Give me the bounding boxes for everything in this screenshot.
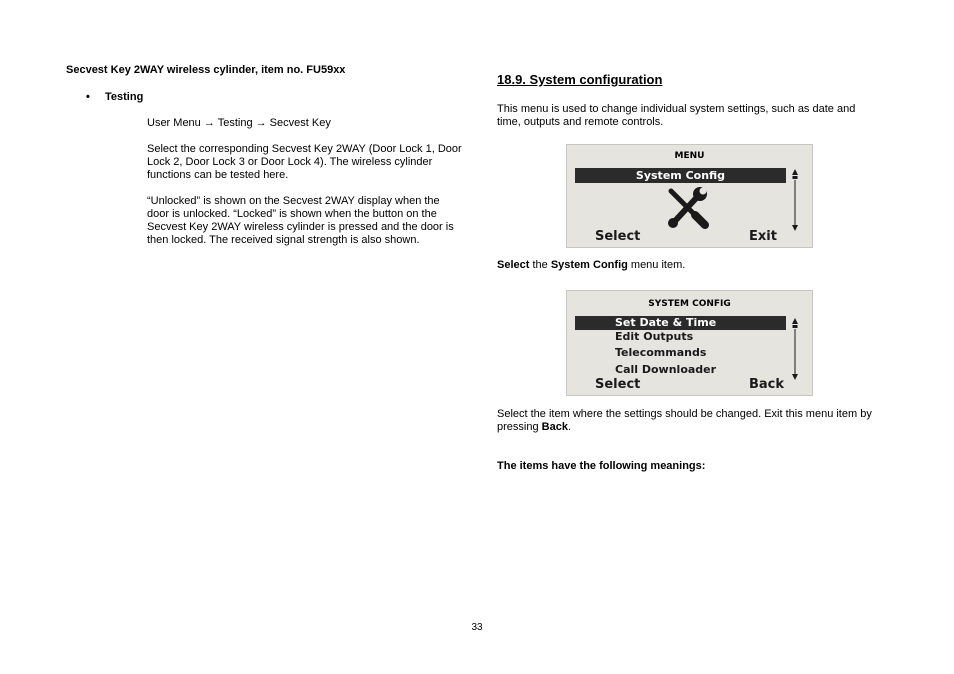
- lcd-screen-system-config: [566, 290, 813, 396]
- softkey-back: Back: [749, 377, 785, 392]
- caption-1-bold-b: System Config: [550, 259, 628, 271]
- caption-2-bold: Back: [541, 421, 568, 433]
- left-heading: Secvest Key 2WAY wireless cylinder, item no. FU59xx: [66, 64, 346, 76]
- scrollbar-icon: [791, 318, 799, 380]
- softkey-select: Select: [595, 377, 641, 392]
- lcd-menu-item: Edit Outputs: [615, 330, 694, 343]
- menu-path: User Menu → Testing → Secvest Key: [147, 117, 331, 129]
- caption-2-text-a: Select the item where the settings should be changed. Exit this menu item by pressing: [497, 408, 872, 433]
- caption-1-text-a: the: [529, 259, 551, 271]
- caption-2: [497, 408, 897, 434]
- lcd-title: MENU: [674, 151, 705, 161]
- bullet-testing: [86, 91, 143, 103]
- lcd-screen-menu: [566, 144, 813, 248]
- lcd-menu-item: Telecommands: [615, 346, 707, 359]
- bullet-icon: •: [86, 91, 90, 103]
- caption-1-bold-a: Select: [497, 259, 530, 271]
- meanings-heading: The items have the following meanings:: [497, 460, 706, 472]
- caption-1: [497, 259, 897, 272]
- left-paragraph-1: Select the corresponding Secvest Key 2WAY (Door Lock 1, Door Lock 2, Door Lock 3 or Door Lock 4). The wireless cylinder functions can be tested here.: [147, 143, 462, 181]
- tools-icon: [665, 187, 709, 229]
- softkey-exit: Exit: [749, 229, 777, 244]
- bullet-label: Testing: [105, 91, 144, 103]
- softkey-select: Select: [595, 229, 641, 244]
- left-paragraph-2: “Unlocked” is shown on the Secvest 2WAY display when the door is unlocked. “Locked” is shown when the button on the Secvest Key 2WAY wireless cylinder is pressed and the door is then locked. The received signal strength is also shown.: [147, 195, 454, 246]
- intro-paragraph: This menu is used to change individual system settings, such as date and time, outputs and remote controls.: [497, 103, 856, 128]
- page-number: 33: [471, 622, 483, 633]
- scrollbar-icon: [791, 169, 799, 231]
- caption-2-text-b: .: [567, 421, 571, 433]
- lcd-highlighted-item: [575, 316, 786, 330]
- lcd-highlighted-item: System Config: [575, 168, 786, 183]
- lcd-highlighted-label: Set Date & Time: [615, 316, 717, 329]
- section-title: 18.9. System configuration: [497, 72, 663, 87]
- caption-1-text-b: menu item.: [627, 259, 686, 271]
- lcd-title: SYSTEM CONFIG: [648, 299, 731, 309]
- lcd-menu-item: Call Downloader: [615, 363, 717, 376]
